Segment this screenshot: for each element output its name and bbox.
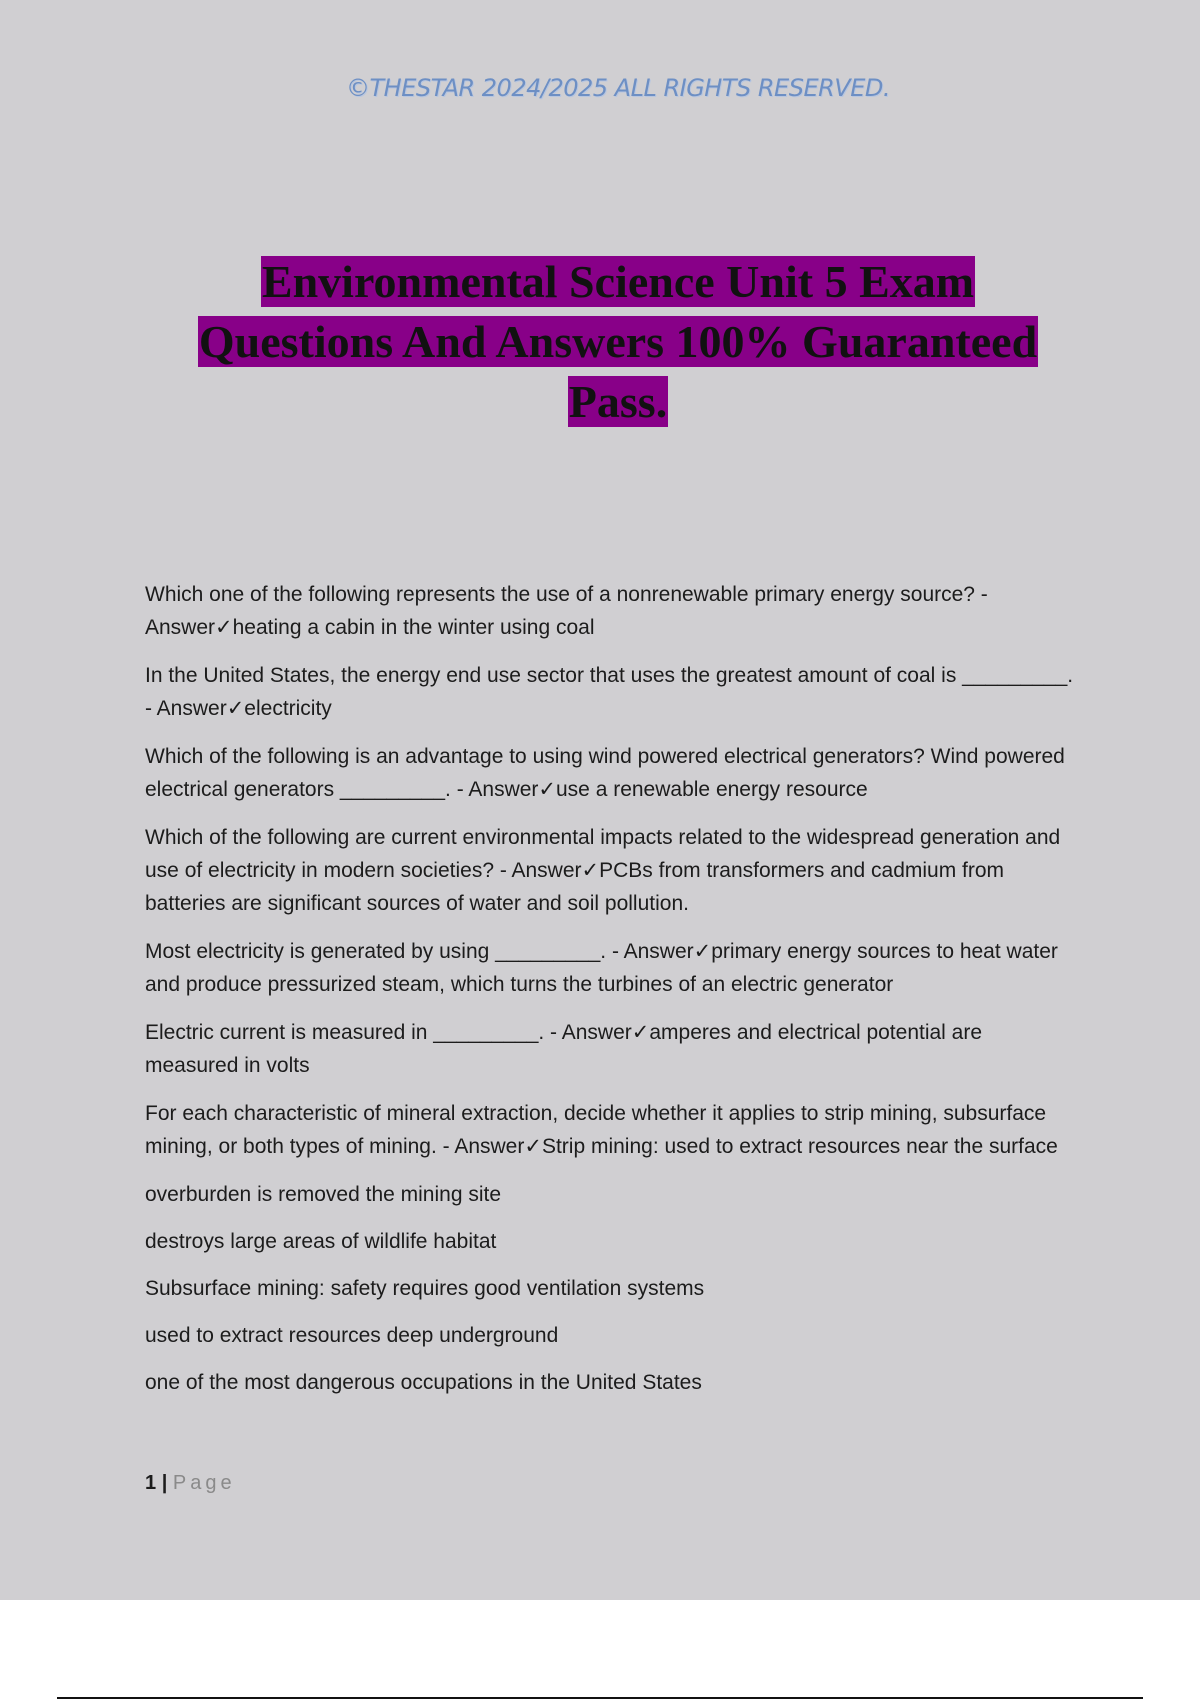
qa-item: Which one of the following represents the use of a nonrenewable primary energy source? - Answer✓heating a cabin in the winter using coal: [145, 583, 988, 639]
qa-list: [145, 578, 1075, 1413]
qa-item: Subsurface mining: safety requires good ventilation systems: [145, 1277, 705, 1300]
copyright-notice: ©THESTAR 2024/2025 ALL RIGHTS RESERVED.: [346, 74, 890, 102]
qa-item: For each characteristic of mineral extraction, decide whether it applies to strip mining, subsurface mining, or both types of mining. - Answer✓Strip mining: used to extract resources near the surface: [145, 1102, 1058, 1158]
document-title: [150, 252, 1086, 432]
page-number: 1: [145, 1472, 157, 1494]
page-label: Page: [172, 1472, 236, 1494]
qa-item: one of the most dangerous occupations in the United States: [145, 1371, 702, 1394]
title-line-1: Environmental Science Unit 5 Exam: [261, 256, 975, 307]
qa-item: In the United States, the energy end use sector that uses the greatest amount of coal is _________. - Answer✓electricity: [145, 664, 1074, 720]
title-line-3: Pass.: [568, 376, 668, 427]
qa-item: used to extract resources deep underground: [145, 1324, 559, 1347]
title-line-2: Questions And Answers 100% Guaranteed: [198, 316, 1038, 367]
qa-item: overburden is removed the mining site: [145, 1183, 502, 1206]
page-separator: |: [161, 1472, 168, 1494]
qa-item: Which of the following are current environmental impacts related to the widespread generation and use of electricity in modern societies? - Answer✓PCBs from transformers and cadmium from batteries are significant sources of water and soil pollution.: [145, 826, 1061, 915]
qa-item: destroys large areas of wildlife habitat: [145, 1230, 497, 1253]
page-number-footer: [145, 1472, 236, 1495]
qa-item: Electric current is measured in _________. - Answer✓amperes and electrical potential are measured in volts: [145, 1021, 983, 1077]
qa-item: Which of the following is an advantage to using wind powered electrical generators? Wind powered electrical generators _________. - Answer✓use a renewable energy resource: [145, 745, 1065, 801]
qa-item: Most electricity is generated by using _________. - Answer✓primary energy sources to heat water and produce pressurized steam, which turns the turbines of an electric generator: [145, 940, 1058, 996]
bottom-divider: [57, 1697, 1143, 1699]
